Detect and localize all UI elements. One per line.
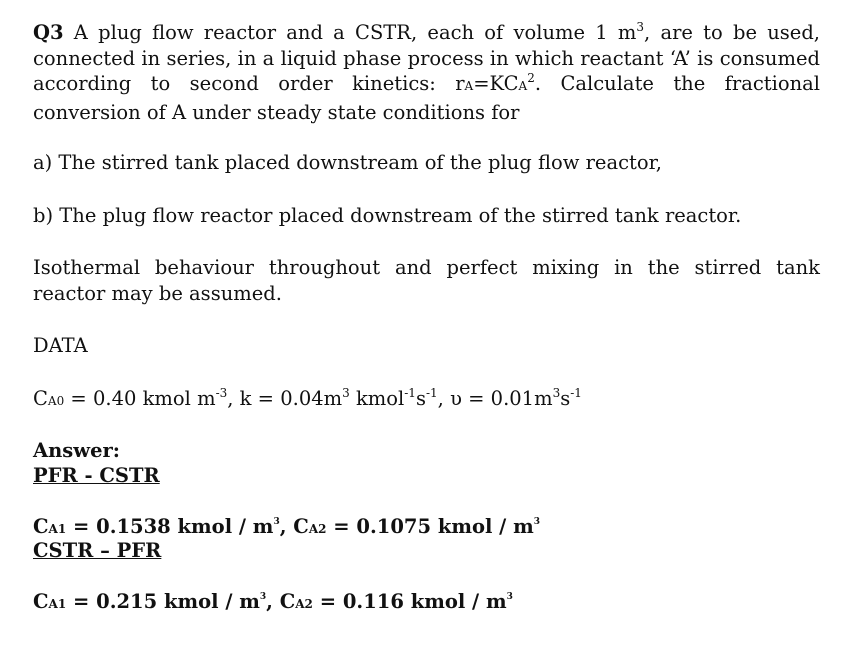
cstr-pfr-c1-exponent: 3 <box>259 592 267 602</box>
ca0-exponent: -3 <box>215 386 228 400</box>
cstr-pfr-c2-symbol: , C <box>266 590 296 613</box>
data-heading: DATA <box>33 334 88 357</box>
k-exponent-3: -1 <box>425 386 438 400</box>
pfr-cstr-c1-subscript: A1 <box>48 522 67 536</box>
pfr-cstr-c2-exponent: 3 <box>533 517 540 527</box>
part-b: b) The plug flow reactor placed downstream of the stirred tank reactor. <box>33 204 742 227</box>
cstr-pfr-c2-value: = 0.116 kmol / m <box>312 590 507 613</box>
rate-exponent: 2 <box>527 71 535 85</box>
volume-exponent: 3 <box>636 20 645 34</box>
rate-subscript-2: A <box>518 79 528 93</box>
pfr-cstr-c1-symbol: C <box>33 515 49 538</box>
cstr-pfr-c2-subscript: A2 <box>295 597 313 611</box>
question-paragraph <box>33 20 820 125</box>
k-text-3: s <box>415 387 426 410</box>
rate-subscript: A <box>464 79 474 93</box>
ca0-value: = 0.40 kmol m <box>64 387 216 410</box>
cstr-pfr-result <box>33 589 820 618</box>
question-label: Q3 <box>33 21 64 44</box>
flow-exponent-2: -1 <box>570 386 582 400</box>
ca0-subscript: A0 <box>47 394 65 408</box>
rate-equation: =KC <box>473 72 519 95</box>
cstr-pfr-label: CSTR – PFR <box>33 539 162 562</box>
answer-heading: Answer: <box>33 439 120 462</box>
data-line <box>33 386 820 415</box>
flow-text-2: s <box>560 387 571 410</box>
part-a: a) The stirred tank placed downstream of the plug flow reactor, <box>33 151 662 174</box>
cstr-pfr-c1-subscript: A1 <box>48 597 67 611</box>
pfr-cstr-c2-subscript: A2 <box>308 522 327 536</box>
k-exponent-1: 3 <box>342 386 350 400</box>
cstr-pfr-c1-value: = 0.215 kmol / m <box>66 590 260 613</box>
cstr-pfr-c1-symbol: C <box>33 590 49 613</box>
pfr-cstr-c2-symbol: , C <box>279 515 309 538</box>
k-exponent-2: -1 <box>404 386 416 400</box>
flow-text: , υ = 0.01m <box>437 387 553 410</box>
pfr-cstr-c2-value: = 0.1075 kmol / m <box>326 515 534 538</box>
flow-exponent-1: 3 <box>552 386 561 400</box>
ca0-symbol: C <box>33 387 48 410</box>
k-text: , k = 0.04m <box>227 387 343 410</box>
k-text-2: kmol <box>349 387 405 410</box>
cstr-pfr-c2-exponent: 3 <box>506 592 513 602</box>
question-intro: A plug flow reactor and a CSTR, each of volume 1 m <box>73 21 637 44</box>
assumption-paragraph: Isothermal behaviour throughout and perfect mixing in the stirred tank reactor may be assumed. <box>33 256 820 305</box>
pfr-cstr-label: PFR - CSTR <box>33 464 160 487</box>
question-intro-end: . Calculate the fractional conversion of A under steady state conditions for <box>33 72 820 124</box>
pfr-cstr-c1-exponent: 3 <box>273 517 280 527</box>
pfr-cstr-c1-value: = 0.1538 kmol / m <box>66 515 274 538</box>
question-intro-rest: , are to be used, connected in series, in a liquid phase process in which reactant ‘A’ is consumed according to second order kinetics: r <box>33 21 820 95</box>
